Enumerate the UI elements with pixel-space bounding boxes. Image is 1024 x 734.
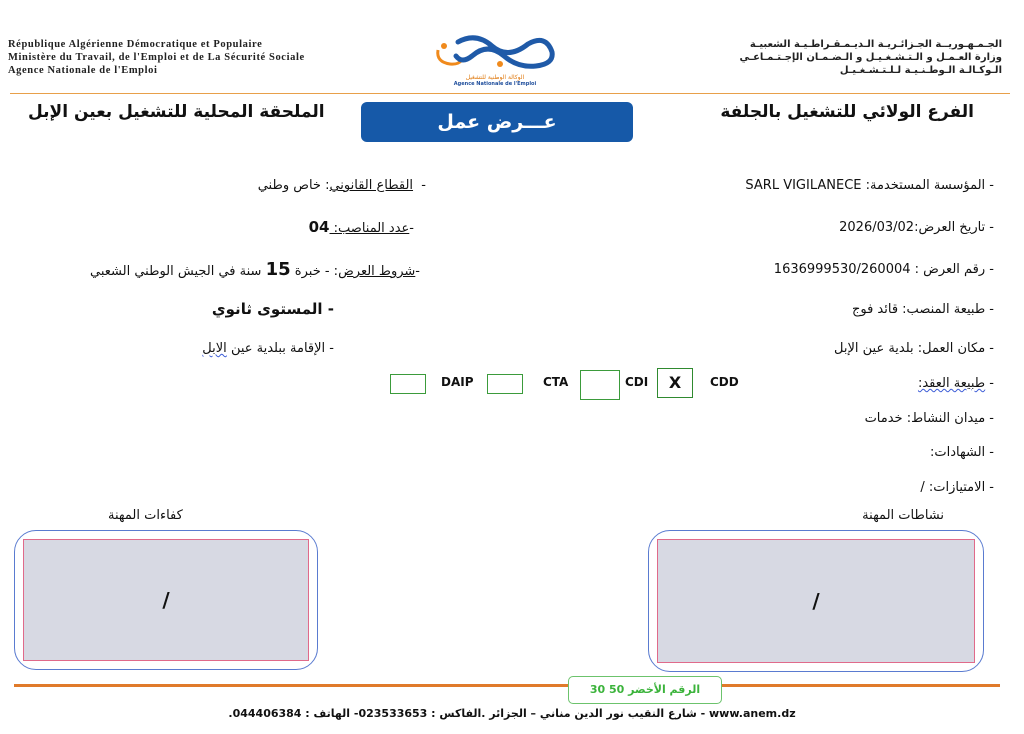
activities-label: نشاطات المهنة: [862, 508, 944, 523]
employer-field: - المؤسسة المستخدمة: SARL VIGILANECE: [745, 178, 994, 193]
competencies-label: كفاءات المهنة: [108, 508, 183, 523]
competencies-panel: [14, 530, 318, 670]
header-fr-line1: République Algérienne Démocratique et Populaire: [8, 39, 263, 50]
activities-value: /: [657, 539, 975, 663]
daip-checkbox[interactable]: [390, 374, 426, 394]
logo-caption-arabic: الوكالة الوطنية للتشغيل: [465, 74, 525, 81]
work-place-field: - مكان العمل: بلدية عين الإبل: [834, 341, 994, 356]
experience-years: 15: [265, 259, 291, 280]
activities-panel: [648, 530, 984, 672]
cdi-checkbox[interactable]: [580, 370, 620, 400]
header-ar-line1: الجـمـهـوريــة الجـزائـريـة الـديـمـقـراطـيـة الشعبيـة: [749, 39, 1002, 50]
footer-address: .شارع النقيب نور الدين مناني – الجزائر .الفاكس : 023533653- الهاتف : 044406384 - www.anem.dz: [228, 707, 796, 720]
branch-title-right: الفرع الولائي للتشغيل بالجلفة: [720, 102, 974, 122]
offer-number-field: - رقم العرض : 1636999530/260004: [773, 262, 994, 277]
cta-label: CTA: [543, 375, 569, 389]
contract-type-label: طبيعة العقد:: [917, 376, 986, 391]
residence-text: - الإقامة ببلدية عين: [230, 341, 334, 356]
header-ar-line2: وزارة العـمـل و الـتـشـغـيـل و الـضـمـان الإجـتـمـاعـي: [739, 52, 1002, 63]
competencies-value: /: [23, 539, 309, 661]
cdd-label: CDD: [710, 375, 739, 389]
daip-label: DAIP: [441, 375, 474, 389]
position-field: - طبيعة المنصب: قائد فوج: [851, 302, 994, 317]
certificates-field: - الشهادات:: [930, 445, 994, 460]
posts-count-field: -عدد المناصب: 04: [308, 218, 414, 236]
offer-banner: عـــرض عمل: [361, 102, 633, 142]
benefits-field: - الامتيازات: /: [920, 480, 994, 495]
branch-title-left: الملحقة المحلية للتشغيل بعين الإبل: [28, 102, 325, 122]
legal-sector-label: القطاع القانوني: [329, 178, 414, 193]
education-level-field: - المستوى ثانوي: [211, 300, 334, 318]
residence-word: الابل: [202, 341, 227, 356]
offer-conditions-label: شروط العرض: [338, 264, 416, 279]
green-number-badge: الرقم الأخضر 50 30: [568, 676, 722, 704]
header-arabic: [740, 38, 1002, 77]
header-french: [8, 38, 305, 77]
logo-caption-french: Agence Nationale de l'Emploi: [453, 81, 537, 87]
offer-date-field: - تاريخ العرض:2026/03/02: [839, 220, 994, 235]
legal-sector-value: : خاص وطني: [257, 178, 330, 193]
activity-field: - ميدان النشاط: خدمات: [864, 411, 994, 426]
header-fr-line2: Ministère du Travail, de l'Emploi et de La Sécurité Sociale: [8, 52, 305, 63]
footer-line-right: [720, 684, 1000, 687]
header-fr-line3: Agence Nationale de l'Emploi: [8, 65, 158, 76]
header-ar-line3: الـوكـالـة الـوطـنـيـة لـلـتـشـغـيـل: [839, 65, 1002, 76]
cdi-label: CDI: [625, 375, 649, 389]
residence-field: [202, 341, 334, 356]
cdd-checkbox[interactable]: X: [657, 368, 693, 398]
legal-sector-field: - القطاع القانوني: خاص وطني: [257, 178, 426, 193]
header-divider: [10, 93, 1010, 94]
offer-conditions-pre: : - خبرة: [294, 264, 339, 279]
footer-line-left: [14, 684, 568, 687]
posts-count-value: 04: [308, 218, 330, 236]
cta-checkbox[interactable]: [487, 374, 523, 394]
offer-conditions-field: -شروط العرض: - خبرة 15 سنة في الجيش الوطني الشعبي: [90, 259, 420, 280]
contract-type-field: - طبيعة العقد:: [917, 376, 994, 391]
offer-conditions-post: سنة في الجيش الوطني الشعبي: [90, 264, 262, 279]
posts-count-label: عدد المناصب: [338, 221, 410, 236]
